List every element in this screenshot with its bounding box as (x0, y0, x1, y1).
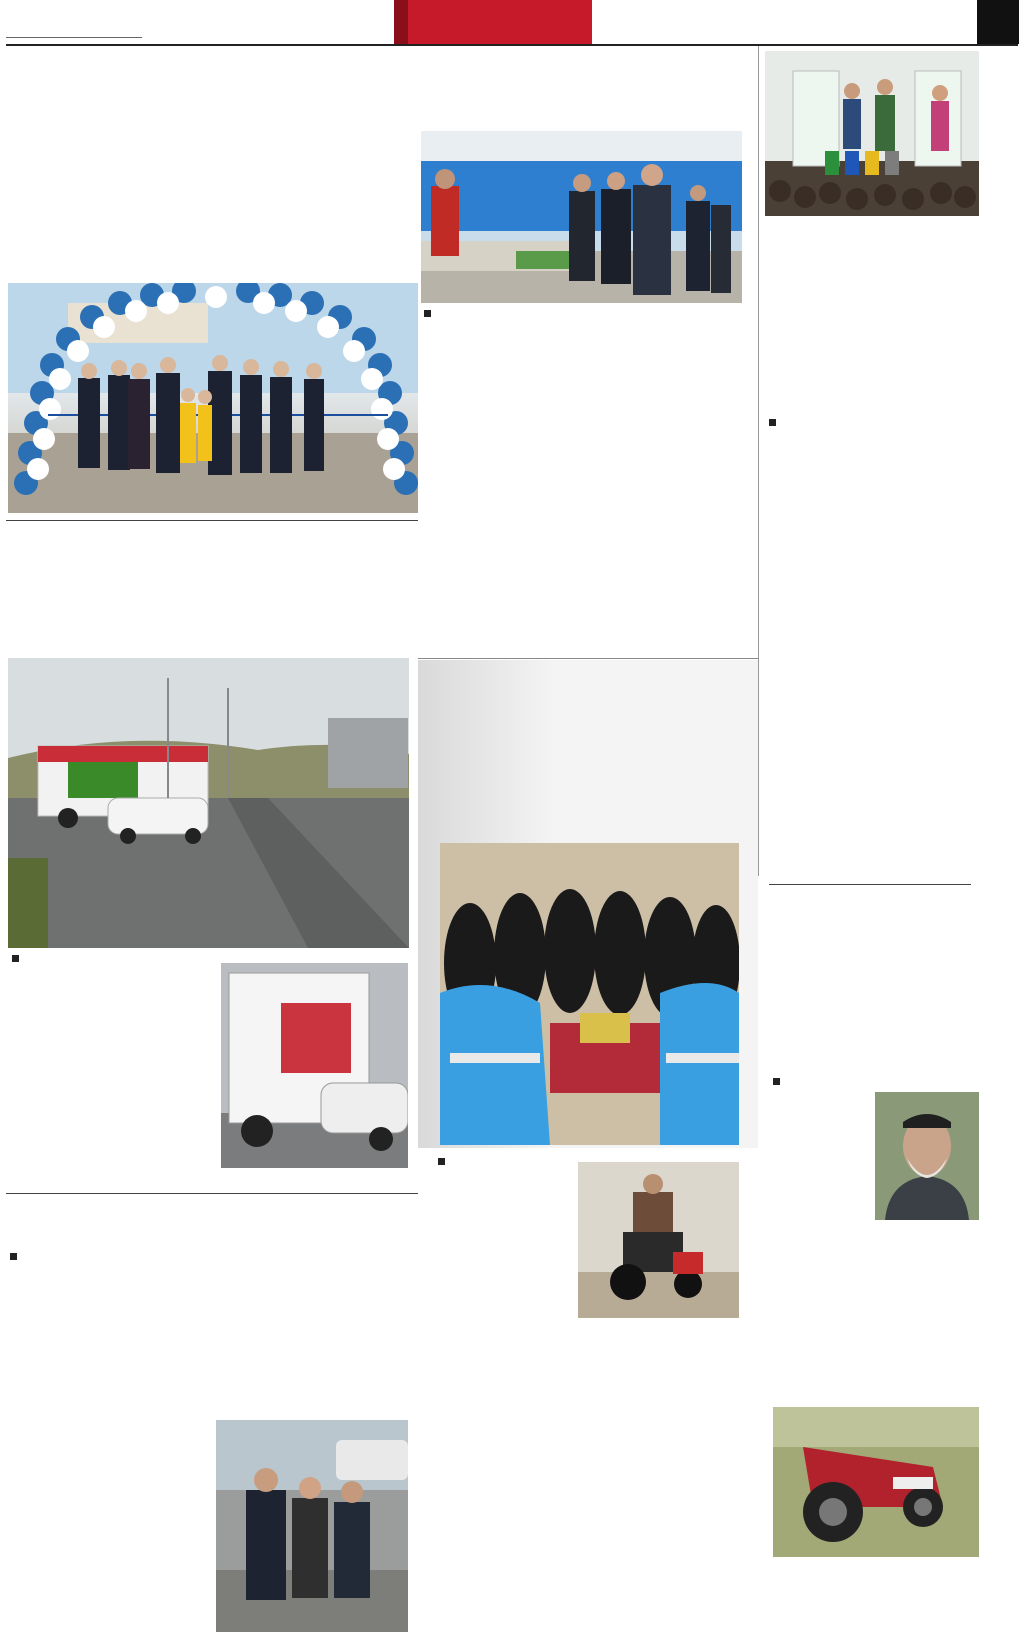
victim-portrait (875, 1092, 979, 1220)
arrest-photo (216, 1420, 408, 1632)
traktor-body-2 (773, 1221, 978, 1396)
bilim-source (424, 310, 435, 317)
page-number (977, 0, 1019, 44)
uyusturucu-source (10, 1253, 21, 1260)
otomobil-article-body (12, 968, 212, 1180)
science-fair-photo (421, 131, 742, 303)
uyusturucu-body-1 (10, 1266, 208, 1626)
date-rule (6, 37, 142, 38)
sifir-atik-photo (765, 51, 979, 216)
ribbon-cutting-photo (8, 283, 418, 513)
traktor-body-1 (773, 1093, 871, 1221)
savas-top-rule (418, 658, 758, 659)
savas-source (438, 1158, 449, 1165)
aid-distribution-photo (440, 843, 739, 1145)
uyusturucu-body-2 (216, 1255, 410, 1415)
traktor-top-rule (769, 884, 971, 885)
bilim-article-body (424, 323, 742, 653)
header-rule (6, 44, 1018, 46)
savas-body-1 (438, 1171, 570, 1321)
otomobil-top-rule (6, 520, 418, 521)
savas-body-2 (438, 1321, 739, 1621)
masthead-logo[interactable] (394, 0, 592, 44)
wheelchair-photo (578, 1162, 739, 1318)
column-divider-right (758, 46, 759, 876)
accident-road-photo (8, 658, 409, 948)
tractor-photo (773, 1407, 979, 1557)
crash-closeup-photo (221, 963, 408, 1168)
sifir-source (769, 419, 780, 426)
sifir-article-body (768, 432, 974, 870)
traktor-source (773, 1078, 784, 1085)
otomobil-source (12, 955, 23, 962)
uyusturucu-top-rule (6, 1193, 418, 1194)
